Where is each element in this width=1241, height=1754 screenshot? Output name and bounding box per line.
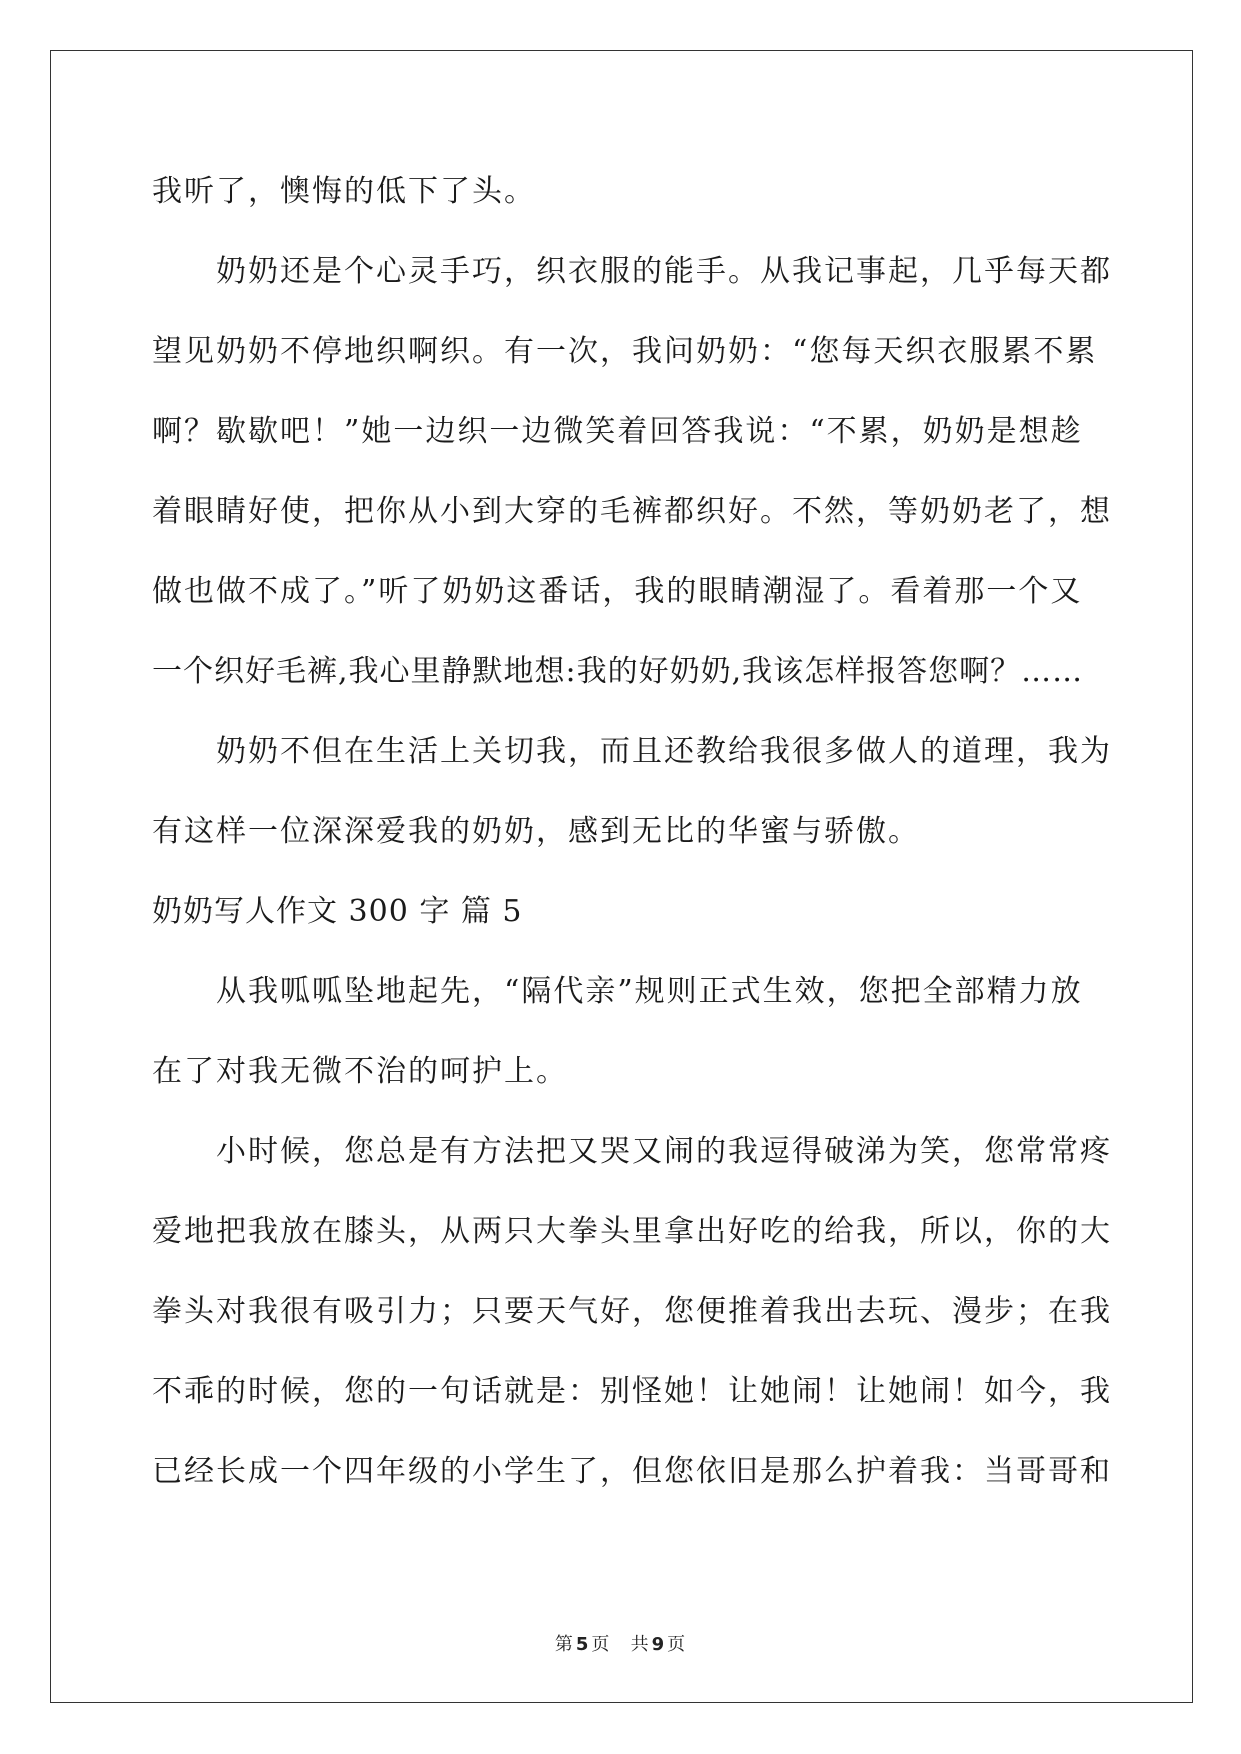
text-line: 有这样一位深深爱我的奶奶，感到无比的华蜜与骄傲。	[152, 814, 920, 849]
paragraph-start: 奶奶不但在生活上关切我，而且还教给我很多做人的道理，我为	[216, 734, 1112, 769]
text-line: 我听了，懊悔的低下了头。	[152, 174, 536, 209]
footer-suffix: 页	[667, 1634, 687, 1655]
text-line: 着眼睛好使，把你从小到大穿的毛裤都织好。不然，等奶奶老了，想	[152, 494, 1112, 529]
text-line: 做也做不成了。”听了奶奶这番话，我的眼睛潮湿了。看着那一个又	[152, 574, 1083, 609]
text-line: 拳头对我很有吸引力；只要天气好，您便推着我出去玩、漫步；在我	[152, 1294, 1112, 1329]
text-line: 望见奶奶不停地织啊织。有一次，我问奶奶：“您每天织衣服累不累	[152, 334, 1098, 369]
footer-prefix: 第	[554, 1634, 574, 1655]
text-line: 一个织好毛裤,我心里静默地想:我的好奶奶,我该怎样报答您啊？……	[152, 654, 1084, 689]
paragraph-start: 小时候，您总是有方法把又哭又闹的我逗得破涕为笑，您常常疼	[216, 1134, 1112, 1169]
footer-middle: 页 共	[591, 1634, 650, 1655]
text-line: 已经长成一个四年级的小学生了，但您依旧是那么护着我：当哥哥和	[152, 1454, 1112, 1489]
total-page-number: 9	[651, 1634, 666, 1655]
section-heading: 奶奶写人作文 300 字 篇 5	[152, 894, 523, 929]
page-footer	[0, 1630, 1241, 1656]
paragraph-start: 从我呱呱坠地起先，“隔代亲”规则正式生效，您把全部精力放	[216, 974, 1083, 1009]
text-line: 在了对我无微不治的呵护上。	[152, 1054, 568, 1089]
text-line: 啊？歇歇吧！”她一边织一边微笑着回答我说：“不累，奶奶是想趁	[152, 414, 1083, 449]
text-line: 爱地把我放在膝头，从两只大拳头里拿出好吃的给我，所以，你的大	[152, 1214, 1112, 1249]
paragraph-start: 奶奶还是个心灵手巧，织衣服的能手。从我记事起，几乎每天都	[216, 254, 1112, 289]
document-body	[152, 160, 1112, 1520]
text-line: 不乖的时候，您的一句话就是：别怪她！让她闹！让她闹！如今，我	[152, 1374, 1112, 1409]
current-page-number: 5	[575, 1634, 590, 1655]
